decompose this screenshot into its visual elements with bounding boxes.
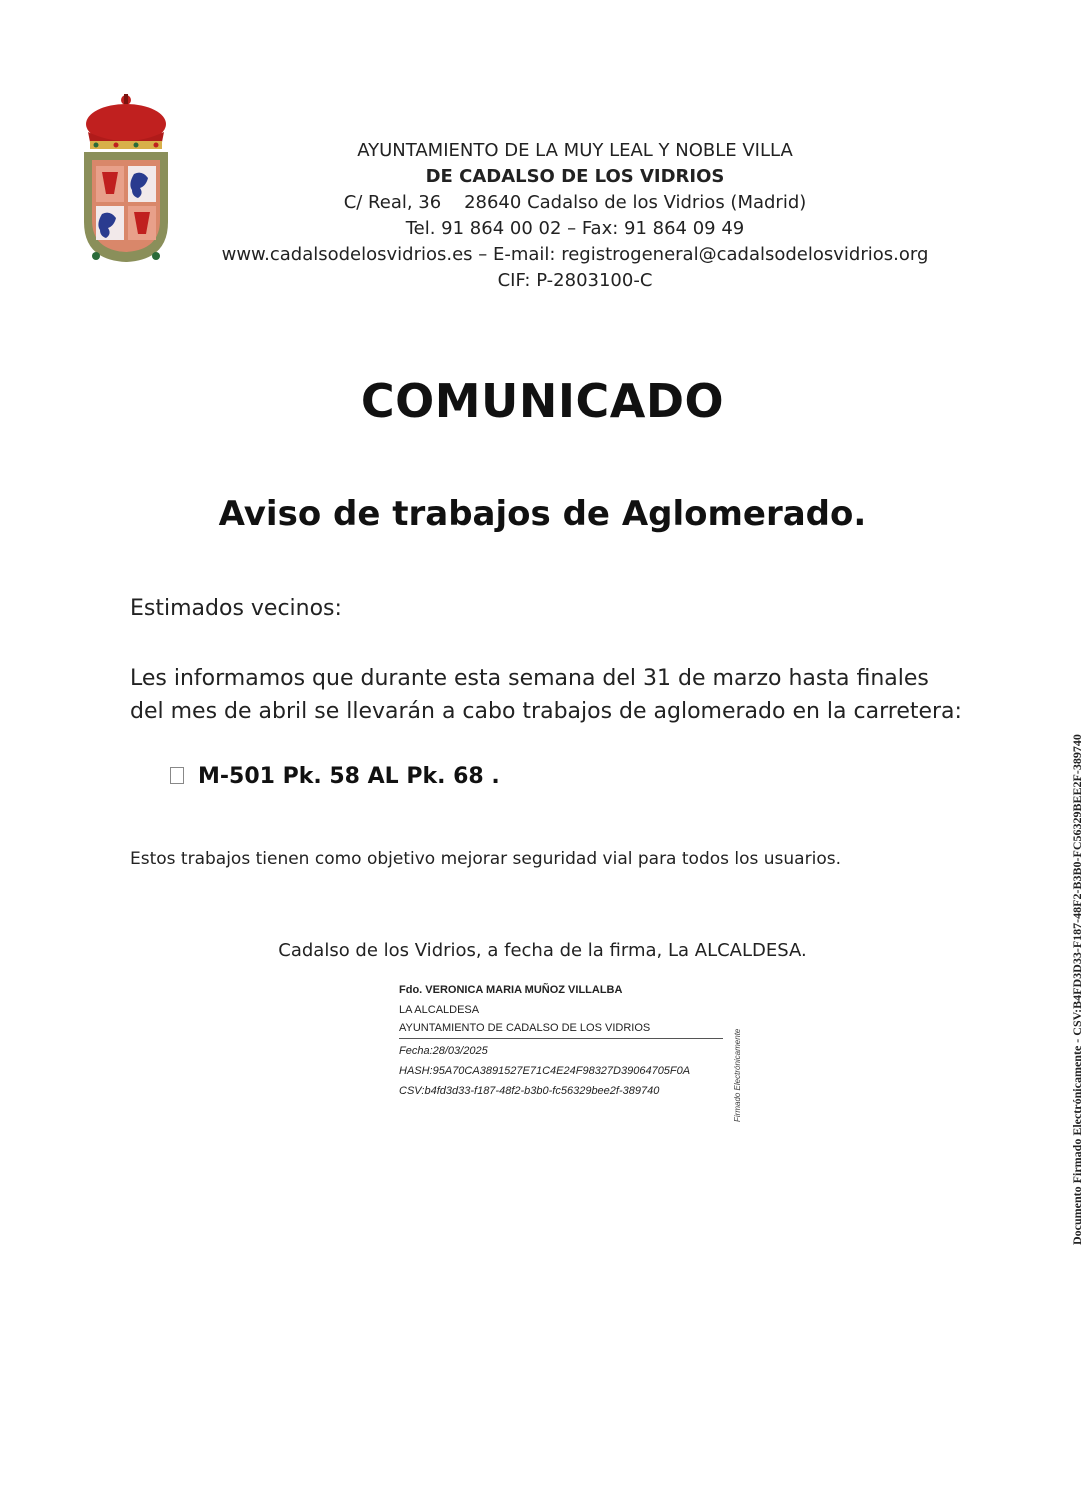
margin-csv-text: Documento Firmado Electrónicamente - CSV:B4FD3D33-F187-48F2-B3B0-FC56329BEE2F-389740 — [1070, 734, 1084, 1245]
signature-date: Fecha:28/03/2025 — [399, 1045, 488, 1057]
letterhead-web-email: www.cadalsodelosvidrios.es – E-mail: registrogeneral@cadalsodelosvidrios.org — [221, 244, 929, 265]
letterhead-cif: CIF: P-2803100-C — [497, 270, 653, 291]
body-paragraph — [130, 662, 970, 728]
signer-org: AYUNTAMIENTO DE CADALSO DE LOS VIDRIOS — [399, 1020, 723, 1039]
body-line: Les informamos que durante esta semana del 31 de marzo hasta finales — [130, 666, 929, 691]
closing-text: Cadalso de los Vidrios, a fecha de la firma, La ALCALDESA. — [278, 940, 807, 961]
signature-vertical-label: Firmado Electrónicamente — [733, 1028, 742, 1122]
signature-hash: HASH:95A70CA3891527E71C4E24F98327D39064705F0A — [399, 1065, 691, 1077]
body-line: del mes de abril se llevarán a cabo trabajos de aglomerado en la carretera: — [130, 699, 962, 724]
bullet-box-icon — [170, 767, 184, 784]
signature-csv: CSV:b4fd3d33-f187-48f2-b3b0-fc56329bee2f-389740 — [399, 1085, 660, 1097]
letterhead-phone: Tel. 91 864 00 02 – Fax: 91 864 09 49 — [405, 218, 745, 239]
signer-name: Fdo. VERONICA MARIA MUÑOZ VILLALBA — [399, 984, 623, 996]
objective-text: Estos trabajos tienen como objetivo mejorar seguridad vial para todos los usuarios. — [130, 849, 841, 869]
page-title: COMUNICADO — [360, 374, 725, 428]
letterhead-town: DE CADALSO DE LOS VIDRIOS — [425, 166, 725, 187]
signature-block — [399, 980, 729, 1101]
letterhead-line1: AYUNTAMIENTO DE LA MUY LEAL Y NOBLE VILLA — [357, 140, 793, 161]
signer-role: LA ALCALDESA — [399, 1004, 480, 1016]
letterhead-address: C/ Real, 36 28640 Cadalso de los Vidrios (Madrid) — [343, 192, 807, 213]
road-item-label: M-501 Pk. 58 AL Pk. 68 . — [198, 764, 500, 789]
letterhead — [150, 138, 1000, 294]
road-list-item — [170, 764, 500, 789]
page-subtitle: Aviso de trabajos de Aglomerado. — [218, 494, 867, 534]
greeting: Estimados vecinos: — [130, 596, 342, 621]
